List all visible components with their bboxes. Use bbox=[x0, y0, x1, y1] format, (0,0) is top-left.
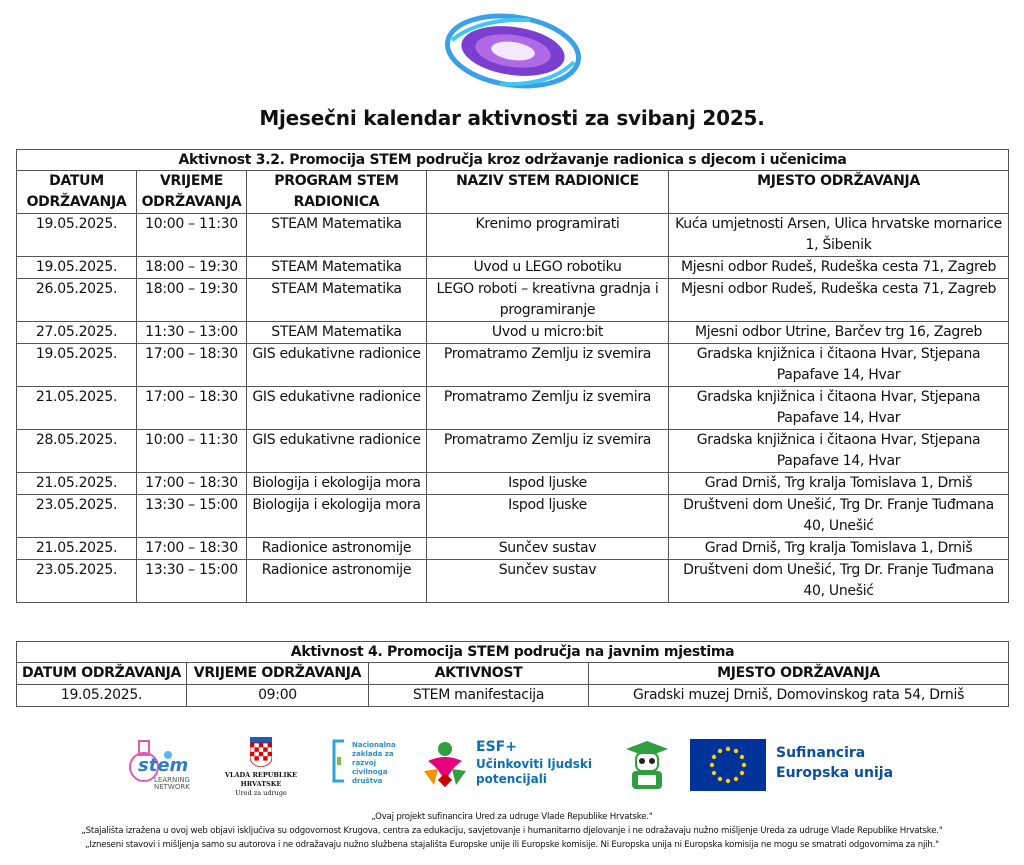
column-header: DATUM ODRŽAVANJA bbox=[17, 171, 137, 214]
table-row bbox=[17, 344, 1009, 387]
table-cell: 21.05.2025. bbox=[17, 473, 137, 495]
table-cell: Sunčev sustav bbox=[427, 560, 669, 603]
column-header: NAZIV STEM RADIONICE bbox=[427, 171, 669, 214]
public-events-table bbox=[16, 641, 1009, 707]
table-cell: 26.05.2025. bbox=[17, 279, 137, 322]
gov-subtitle: Ured za udruge bbox=[235, 789, 287, 797]
table-row bbox=[17, 387, 1009, 430]
table-caption: Aktivnost 4. Promocija STEM područja na javnim mjestima bbox=[17, 642, 1009, 663]
table-cell: Gradska knjižnica i čitaona Hvar, Stjepana Papafave 14, Hvar bbox=[669, 430, 1009, 473]
table-cell: 21.05.2025. bbox=[17, 387, 137, 430]
column-header: PROGRAM STEM RADIONICA bbox=[247, 171, 427, 214]
disclaimer-line: „Stajališta izražena u ovoj web objavi isključiva su odgovornost Krugova, centra za edukaciju, savjetovanje i humanitarno djelovanje i ne odražavaju nužno mišljenje Ureda za udruge Vlade Republike Hrvatske." bbox=[81, 826, 943, 836]
table-cell: 18:00 – 19:30 bbox=[137, 279, 247, 322]
table-row bbox=[17, 473, 1009, 495]
partner-logos bbox=[0, 733, 1024, 798]
table-cell: Biologija i ekologija mora bbox=[247, 495, 427, 538]
table-cell: 19.05.2025. bbox=[17, 214, 137, 257]
table-cell: GIS edukativne radionice bbox=[247, 430, 427, 473]
workshops-table bbox=[16, 149, 1009, 603]
table-cell: 27.05.2025. bbox=[17, 322, 137, 344]
table-cell: 23.05.2025. bbox=[17, 495, 137, 538]
table-cell: STEAM Matematika bbox=[247, 322, 427, 344]
table-cell: Gradski muzej Drniš, Domovinskog rata 54, Drniš bbox=[589, 685, 1009, 707]
table-row bbox=[17, 560, 1009, 603]
table-cell: 13:30 – 15:00 bbox=[137, 495, 247, 538]
table-row bbox=[17, 430, 1009, 473]
table-row bbox=[17, 279, 1009, 322]
table-cell: Kuća umjetnosti Arsen, Ulica hrvatske mornarice 1, Šibenik bbox=[669, 214, 1009, 257]
table-row bbox=[17, 495, 1009, 538]
table-row bbox=[17, 685, 1009, 707]
table-cell: Biologija i ekologija mora bbox=[247, 473, 427, 495]
table-cell: 17:00 – 18:30 bbox=[137, 344, 247, 387]
bracket-icon bbox=[330, 739, 348, 783]
esf-subtitle: Učinkoviti ljudski potencijali bbox=[476, 757, 592, 786]
esf-title: ESF+ bbox=[476, 739, 517, 755]
table-cell: Mjesni odbor Rudeš, Rudeška cesta 71, Zagreb bbox=[669, 257, 1009, 279]
stem-logo-subtext: LEARNING NETWORK bbox=[154, 776, 190, 791]
stem-logo-text: stem bbox=[138, 755, 189, 776]
table-cell: Mjesni odbor Utrine, Barčev trg 16, Zagreb bbox=[669, 322, 1009, 344]
gov-title: VLADA REPUBLIKE HRVATSKE bbox=[224, 771, 298, 788]
table-cell: 17:00 – 18:30 bbox=[137, 538, 247, 560]
table-cell: Društveni dom Unešić, Trg Dr. Franje Tuđmana 40, Unešić bbox=[669, 560, 1009, 603]
column-header: VRIJEME ODRŽAVANJA bbox=[137, 171, 247, 214]
eu-flag bbox=[690, 739, 766, 791]
table-cell: Promatramo Zemlju iz svemira bbox=[427, 430, 669, 473]
disclaimer-line: „Izneseni stavovi i mišljenja samo su autorova i ne odražavaju nužno službena stajališta Europske unije ili Europske komisije. Ni Europska unija ni Europska komisija ne mogu se smatrati odgovornima za njih." bbox=[85, 840, 939, 850]
column-header: MJESTO ODRŽAVANJA bbox=[669, 171, 1009, 214]
table-cell: LEGO roboti – kreativna gradnja i programiranje bbox=[427, 279, 669, 322]
national-foundation-logo bbox=[330, 739, 410, 791]
disclaimer-notes bbox=[0, 810, 1024, 852]
table-cell: Krenimo programirati bbox=[427, 214, 669, 257]
table-row bbox=[17, 214, 1009, 257]
table-cell: Ispod ljuske bbox=[427, 473, 669, 495]
column-header: VRIJEME ODRŽAVANJA bbox=[187, 663, 369, 685]
table-cell: GIS edukativne radionice bbox=[247, 387, 427, 430]
esf-flower-icon bbox=[420, 739, 470, 791]
table-cell: GIS edukativne radionice bbox=[247, 344, 427, 387]
table-cell: STEAM Matematika bbox=[247, 214, 427, 257]
table-cell: Promatramo Zemlju iz svemira bbox=[427, 344, 669, 387]
table-cell: 10:00 – 11:30 bbox=[137, 214, 247, 257]
graduate-icon bbox=[624, 739, 670, 791]
disclaimer-line: „Ovaj projekt sufinancira Ured za udruge Vlade Republike Hrvatske." bbox=[371, 812, 653, 822]
table-cell: Sunčev sustav bbox=[427, 538, 669, 560]
table-cell: 19.05.2025. bbox=[17, 685, 187, 707]
table-cell: Mjesni odbor Rudeš, Rudeška cesta 71, Zagreb bbox=[669, 279, 1009, 322]
table-cell: STEAM Matematika bbox=[247, 279, 427, 322]
column-header: MJESTO ODRŽAVANJA bbox=[589, 663, 1009, 685]
table-row bbox=[17, 538, 1009, 560]
table-cell: Grad Drniš, Trg kralja Tomislava 1, Drniš bbox=[669, 473, 1009, 495]
eu-stars-icon bbox=[690, 739, 766, 791]
croatian-coat-of-arms-icon bbox=[250, 737, 272, 767]
table-cell: 11:30 – 13:00 bbox=[137, 322, 247, 344]
table-cell: Radionice astronomije bbox=[247, 538, 427, 560]
table-cell: 13:30 – 15:00 bbox=[137, 560, 247, 603]
government-logo bbox=[205, 737, 317, 795]
table-cell: Radionice astronomije bbox=[247, 560, 427, 603]
table-cell: STEM manifestacija bbox=[369, 685, 589, 707]
esf-logo bbox=[420, 739, 600, 793]
column-header: AKTIVNOST bbox=[369, 663, 589, 685]
table-cell: Gradska knjižnica i čitaona Hvar, Stjepana Papafave 14, Hvar bbox=[669, 387, 1009, 430]
eu-cofinance-text: Sufinancira Europska unija bbox=[776, 745, 894, 781]
column-header: DATUM ODRŽAVANJA bbox=[17, 663, 187, 685]
stem-network-logo bbox=[124, 737, 194, 795]
table-cell: 23.05.2025. bbox=[17, 560, 137, 603]
scholar-mascot-logo bbox=[624, 739, 670, 791]
page-title: Mjesečni kalendar aktivnosti za svibanj 2025. bbox=[259, 106, 765, 130]
table-cell: Uvod u LEGO robotiku bbox=[427, 257, 669, 279]
table-cell: Uvod u micro:bit bbox=[427, 322, 669, 344]
table-cell: STEAM Matematika bbox=[247, 257, 427, 279]
table-caption: Aktivnost 3.2. Promocija STEM područja kroz održavanje radionica s djecom i učenicima bbox=[17, 150, 1009, 171]
table-cell: Ispod ljuske bbox=[427, 495, 669, 538]
table-row bbox=[17, 257, 1009, 279]
table-cell: Gradska knjižnica i čitaona Hvar, Stjepana Papafave 14, Hvar bbox=[669, 344, 1009, 387]
table-cell: 17:00 – 18:30 bbox=[137, 387, 247, 430]
table-cell: Grad Drniš, Trg kralja Tomislava 1, Drniš bbox=[669, 538, 1009, 560]
foundation-text: Nacionalna zaklada za razvoj civilnoga društva bbox=[352, 741, 396, 785]
table-cell: 09:00 bbox=[187, 685, 369, 707]
table-cell: 21.05.2025. bbox=[17, 538, 137, 560]
table-row bbox=[17, 322, 1009, 344]
table-cell: 28.05.2025. bbox=[17, 430, 137, 473]
table-cell: 19.05.2025. bbox=[17, 257, 137, 279]
galaxy-logo-icon bbox=[440, 10, 586, 92]
table-cell: 19.05.2025. bbox=[17, 344, 137, 387]
table-cell: Društveni dom Unešić, Trg Dr. Franje Tuđmana 40, Unešić bbox=[669, 495, 1009, 538]
table-cell: 10:00 – 11:30 bbox=[137, 430, 247, 473]
table-cell: 17:00 – 18:30 bbox=[137, 473, 247, 495]
table-cell: Promatramo Zemlju iz svemira bbox=[427, 387, 669, 430]
table-cell: 18:00 – 19:30 bbox=[137, 257, 247, 279]
